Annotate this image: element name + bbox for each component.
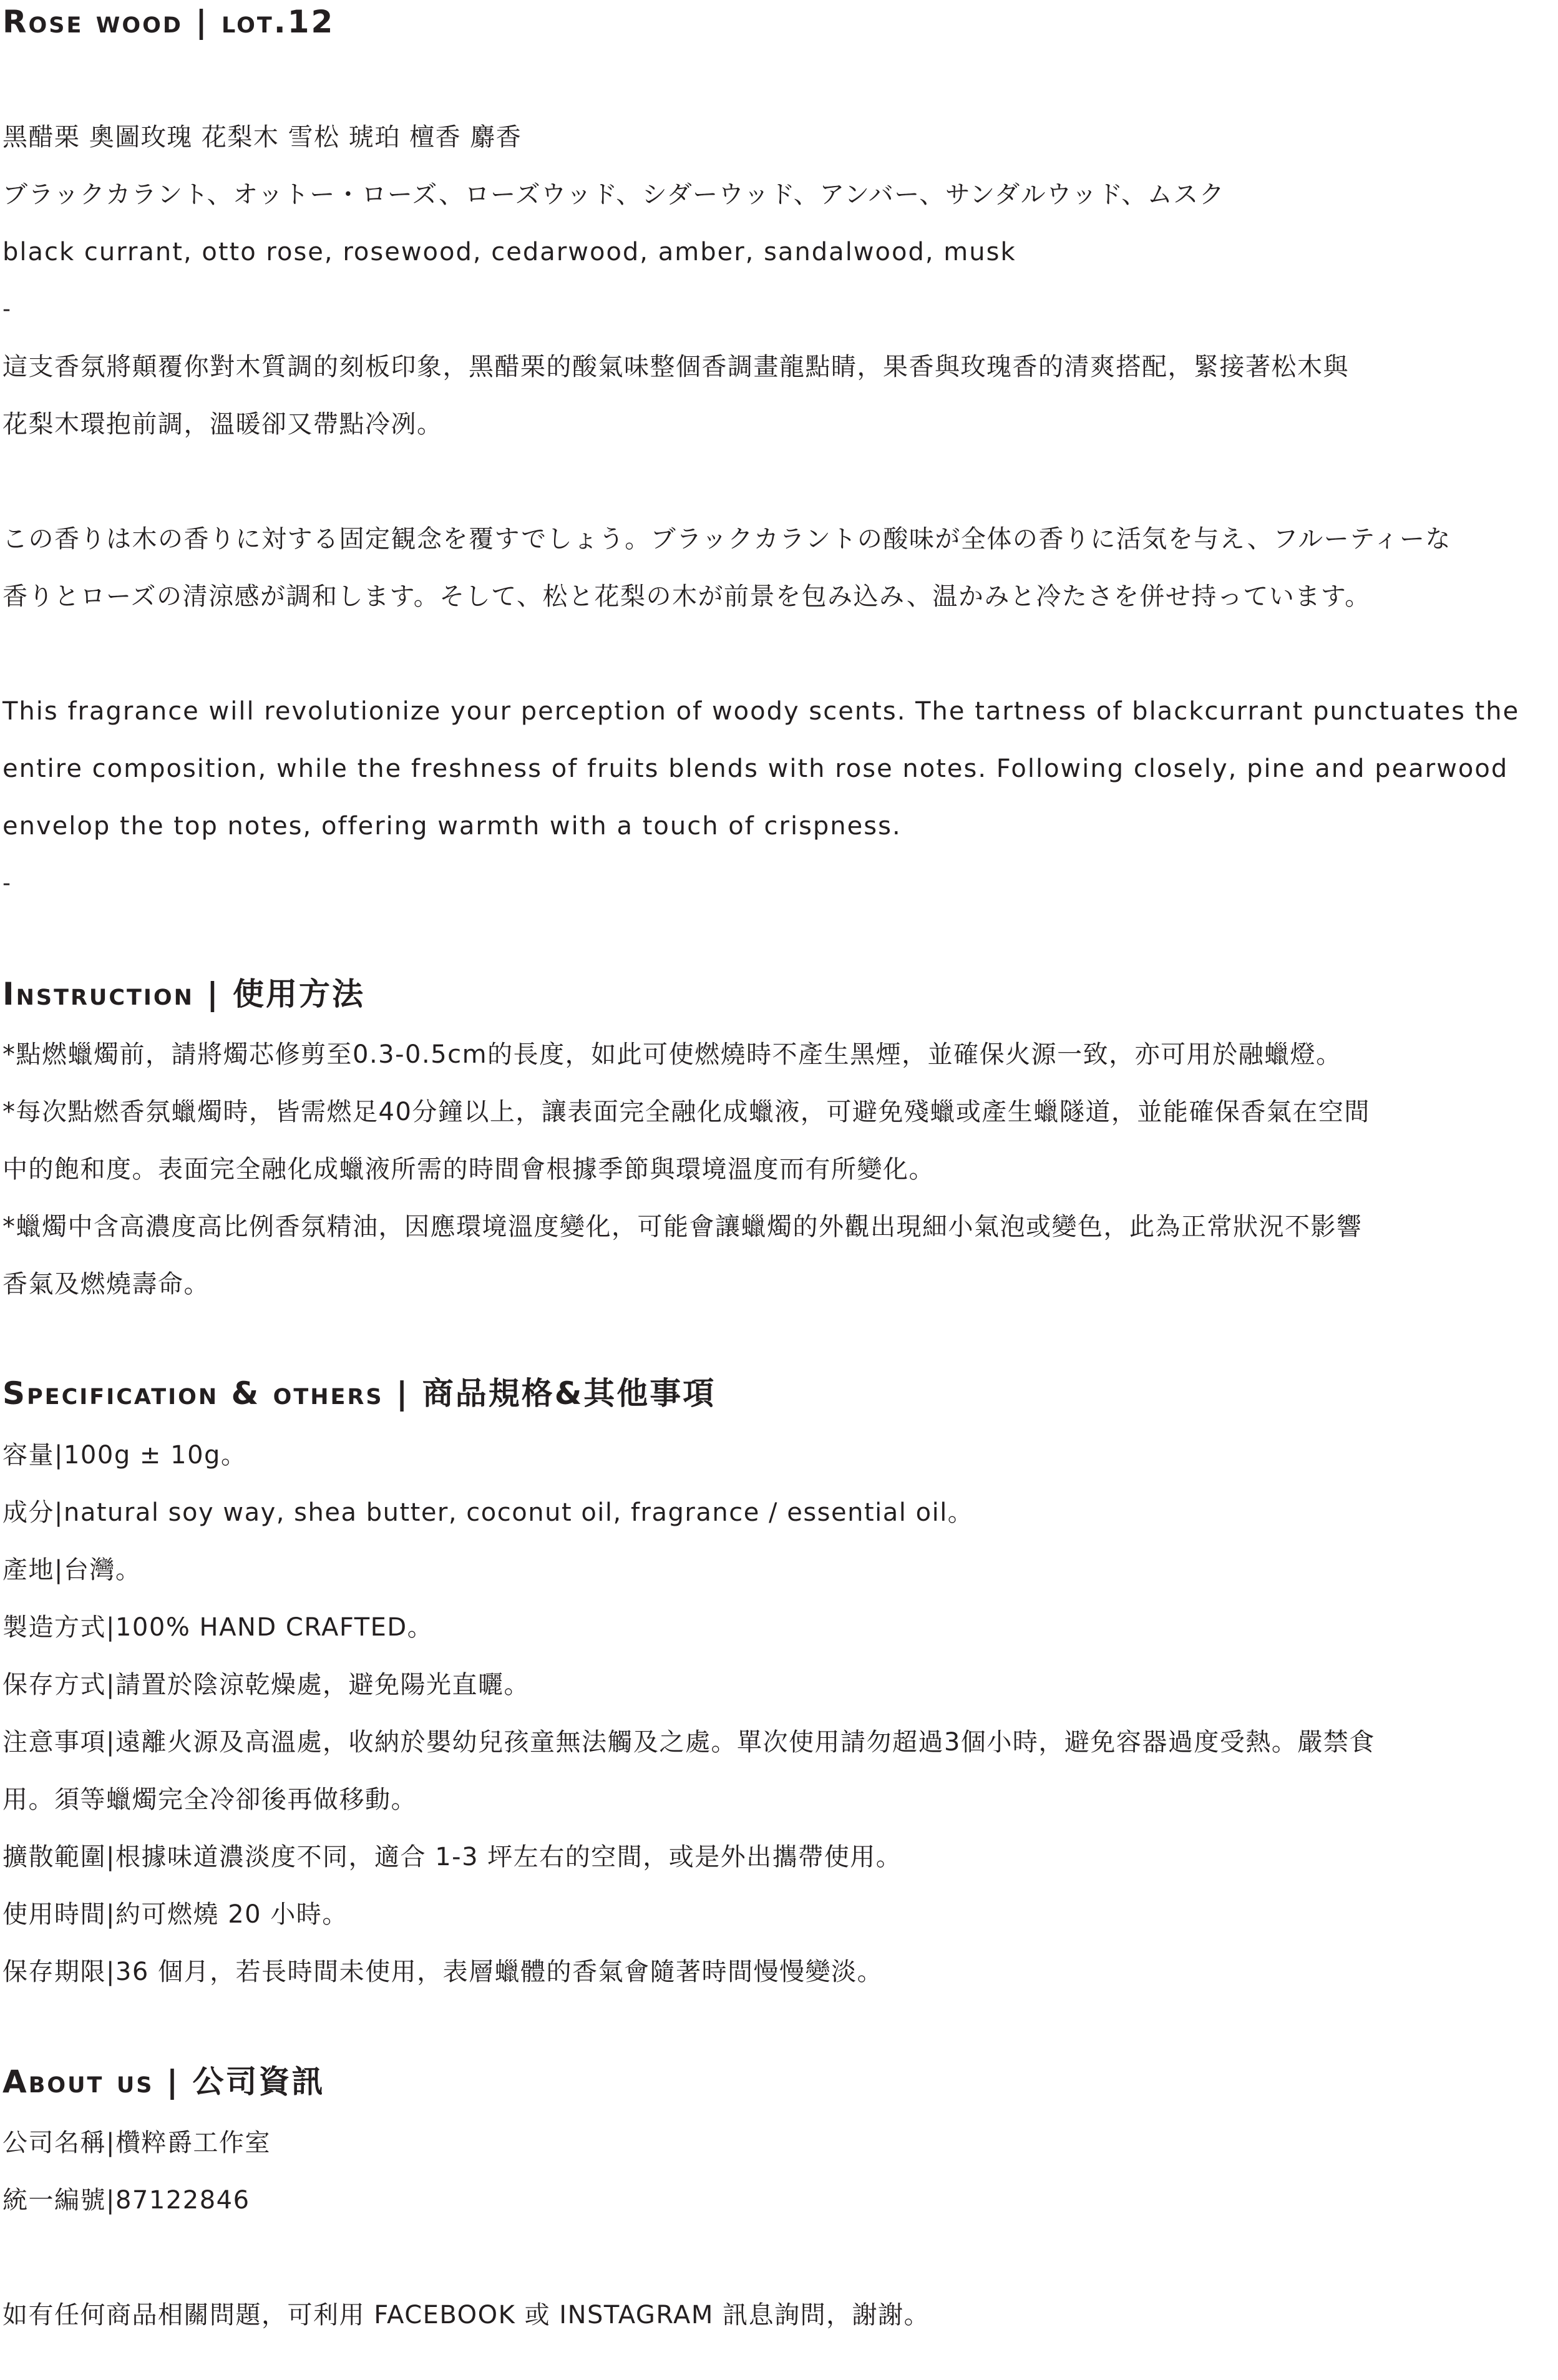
notes-zh: 黑醋栗 奧圖玫瑰 花梨木 雪松 琥珀 檀香 麝香 — [2, 123, 522, 152]
specification-heading: Specification & others | 商品規格&其他事項 — [2, 1375, 716, 1412]
notes-ja: ブラックカラント、オットー・ローズ、ローズウッド、シダーウッド、アンバー、サンダルウッド、ムスク — [2, 180, 1225, 209]
instruction-heading: Instruction | 使用方法 — [2, 976, 366, 1012]
description-zh-line-1: 這支香氛將顛覆你對木質調的刻板印象，黑醋栗的酸氣味整個香調畫龍點睛，果香與玫瑰香的清爽搭配，緊接著松木與 — [2, 353, 1349, 381]
description-separator: - — [2, 871, 12, 896]
description-ja-line-1: この香りは木の香りに対する固定観念を覆すでしょう。ブラックカラントの酸味が全体の香りに活気を与え、フルーティーな — [2, 525, 1451, 554]
description-zh-line-2: 花梨木環抱前調，溫暖卻又帶點冷冽。 — [2, 410, 443, 439]
instruction-item-2-line-1: *每次點燃香氛蠟燭時，皆需燃足40分鐘以上，讓表面完全融化成蠟液，可避免殘蠟或產生蠟隧道，並能確保香氣在空間 — [2, 1098, 1370, 1126]
spec-ingredients: 成分|natural soy way, shea butter, coconut oil, fragrance / essential oil。 — [2, 1498, 974, 1527]
notes-en: black currant, otto rose, rosewood, cedarwood, amber, sandalwood, musk — [2, 238, 1016, 266]
about-company: 公司名稱|欑粹爵工作室 — [2, 2129, 271, 2157]
description-ja-line-2: 香りとローズの清涼感が調和します。そして、松と花梨の木が前景を包み込み、温かみと冷たさを併せ持っています。 — [2, 582, 1371, 611]
spec-method: 製造方式|100% HAND CRAFTED。 — [2, 1613, 434, 1642]
spec-storage: 保存方式|請置於陰涼乾燥處，避免陽光直曬。 — [2, 1670, 530, 1699]
instruction-item-1: *點燃蠟燭前，請將燭芯修剪至0.3-0.5cm的長度，如此可使燃燒時不產生黑煙，並確保火源一致，亦可用於融蠟燈。 — [2, 1040, 1342, 1069]
spec-shelf-life: 保存期限|36 個月，若長時間未使用，表層蠟體的香氣會隨著時間慢慢變淡。 — [2, 1958, 884, 1986]
spec-notice-line-2: 用。須等蠟燭完全冷卻後再做移動。 — [2, 1785, 417, 1814]
about-heading: About us | 公司資訊 — [2, 2064, 325, 2100]
instruction-item-3-line-1: *蠟燭中含高濃度高比例香氛精油，因應環境溫度變化，可能會讓蠟燭的外觀出現細小氣泡或變色，此為正常狀況不影響 — [2, 1212, 1363, 1241]
spec-range: 擴散範圍|根據味道濃淡度不同，適合 1-3 坪左右的空間，或是外出攜帶使用。 — [2, 1843, 902, 1871]
spec-origin: 產地|台灣。 — [2, 1556, 142, 1584]
spec-burn-time: 使用時間|約可燃燒 20 小時。 — [2, 1900, 348, 1929]
about-tax-id: 統一編號|87122846 — [2, 2186, 250, 2215]
description-en-line-2: entire composition, while the freshness of fruits blends with rose notes. Following closely, pine and pearwood — [2, 754, 1509, 783]
product-title: Rose wood | lot.12 — [2, 4, 335, 40]
notes-separator: - — [2, 296, 12, 322]
description-en-line-1: This fragrance will revolutionize your perception of woody scents. The tartness of blackcurrant punctuates the — [2, 697, 1520, 726]
spec-notice-line-1: 注意事項|遠離火源及高溫處，收納於嬰幼兒孩童無法觸及之處。單次使用請勿超過3個小時，避免容器過度受熱。嚴禁食 — [2, 1728, 1375, 1757]
description-en-line-3: envelop the top notes, offering warmth with a touch of crispness. — [2, 812, 902, 841]
instruction-item-3-line-2: 香氣及燃燒壽命。 — [2, 1270, 210, 1299]
about-contact: 如有任何商品相關問題，可利用 FACEBOOK 或 INSTAGRAM 訊息詢問，謝謝。 — [2, 2301, 930, 2329]
instruction-item-2-line-2: 中的飽和度。表面完全融化成蠟液所需的時間會根據季節與環境溫度而有所變化。 — [2, 1155, 935, 1184]
spec-capacity: 容量|100g ± 10g。 — [2, 1441, 247, 1470]
